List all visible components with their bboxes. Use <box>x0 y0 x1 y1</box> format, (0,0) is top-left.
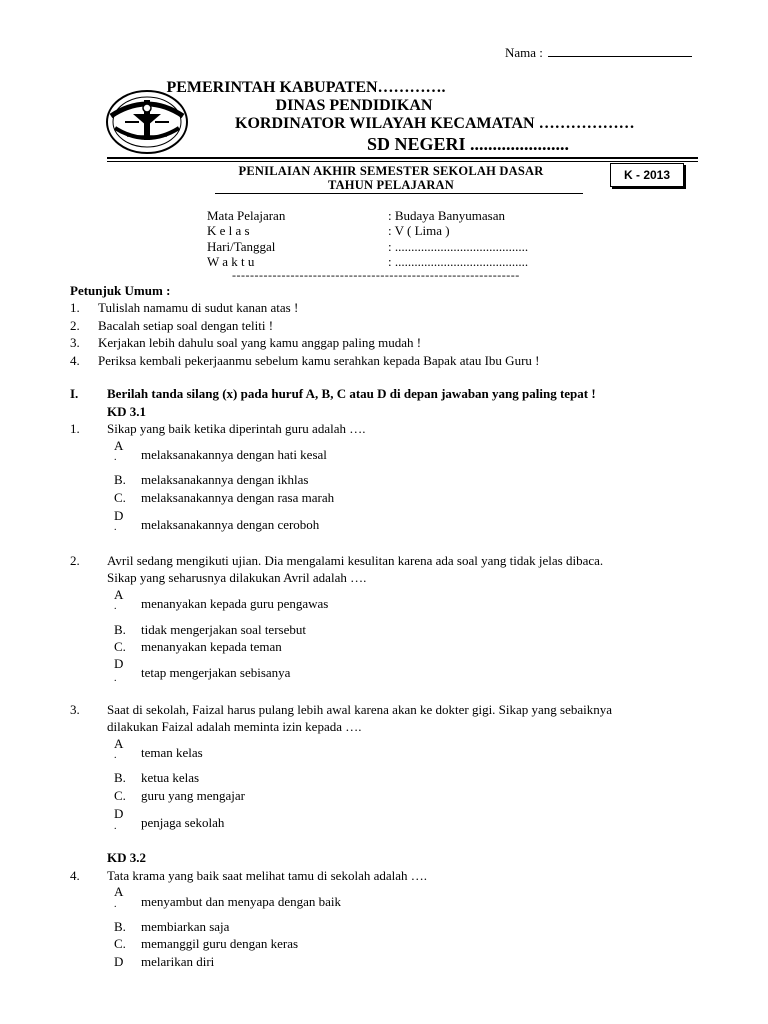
name-label: Nama : <box>505 45 543 60</box>
info-label-time: W a k t u <box>207 254 255 269</box>
exam-title: PENILAIAN AKHIR SEMESTER SEKOLAH DASAR <box>238 164 544 178</box>
option-dot: . <box>114 522 117 533</box>
name-field <box>505 44 692 61</box>
option-text[interactable]: teman kelas <box>141 745 203 760</box>
section-instruction: Berilah tanda silang (x) pada huruf A, B, C atau D di depan jawaban yang paling tepat ! <box>107 386 596 401</box>
info-value-time: : ......................................... <box>388 254 529 269</box>
header-line-1: PEMERINTAH KABUPATEN…………. <box>166 79 446 96</box>
instruction-num: 3. <box>70 335 80 350</box>
question-text: Avril sedang mengikuti ujian. Dia mengalami kesulitan karena ada soal yang tidak jelas dibaca. <box>107 553 604 568</box>
info-separator: ---------------------------------------------------------------- <box>232 268 520 282</box>
option-letter[interactable]: A <box>114 736 124 751</box>
info-label-subject: Mata Pelajaran <box>207 208 286 223</box>
option-text[interactable]: tetap mengerjakan sebisanya <box>141 665 291 680</box>
header-line-4: SD NEGERI ...................... <box>366 134 570 154</box>
option-letter[interactable]: A <box>114 884 124 899</box>
option-dot: . <box>114 750 117 761</box>
question-number: 4. <box>70 868 80 883</box>
question-text: Tata krama yang baik saat melihat tamu di sekolah adalah …. <box>107 868 428 883</box>
option-dot: . <box>114 899 117 910</box>
instruction-num: 4. <box>70 353 80 368</box>
option-text[interactable]: penjaga sekolah <box>141 815 225 830</box>
instruction-text: Tulislah namamu di sudut kanan atas ! <box>98 300 299 315</box>
option-letter[interactable]: A <box>114 587 124 602</box>
option-letter[interactable]: D <box>114 954 124 969</box>
question-number: 3. <box>70 702 80 717</box>
option-text[interactable]: melarikan diri <box>141 954 215 969</box>
instruction-text: Periksa kembali pekerjaanmu sebelum kamu serahkan kepada Bapak atau Ibu Guru ! <box>98 353 540 368</box>
option-text[interactable]: melaksanakannya dengan rasa marah <box>141 490 335 505</box>
option-letter[interactable]: B. <box>114 622 126 637</box>
name-blank[interactable] <box>548 44 692 57</box>
instruction-num: 1. <box>70 300 80 315</box>
option-letter[interactable]: C. <box>114 639 126 654</box>
question-text: dilakukan Faizal adalah meminta izin kepada …. <box>107 719 362 734</box>
header-rule-thick <box>107 157 698 159</box>
option-dot: . <box>114 601 117 612</box>
option-letter[interactable]: B. <box>114 919 126 934</box>
option-text[interactable]: guru yang mengajar <box>141 788 245 803</box>
header-line-2: DINAS PENDIDIKAN <box>275 97 433 114</box>
option-letter[interactable]: D <box>114 806 124 821</box>
option-letter[interactable]: C. <box>114 788 126 803</box>
curriculum-badge: K - 2013 <box>610 163 684 187</box>
header-rule-thin <box>107 161 698 162</box>
option-dot: . <box>114 452 117 463</box>
kd-heading-3-1: KD 3.1 <box>107 404 146 419</box>
option-text[interactable]: menanyakan kepada guru pengawas <box>141 596 329 611</box>
option-letter[interactable]: D <box>114 508 124 523</box>
section-number: I. <box>70 386 79 401</box>
info-label-class: K e l a s <box>207 223 250 238</box>
info-label-date: Hari/Tanggal <box>207 239 276 254</box>
title-underline <box>215 193 583 194</box>
option-dot: . <box>114 821 117 832</box>
option-letter[interactable]: B. <box>114 472 126 487</box>
option-text[interactable]: melaksanakannya dengan ceroboh <box>141 517 320 532</box>
instruction-text: Kerjakan lebih dahulu soal yang kamu anggap paling mudah ! <box>98 335 422 350</box>
option-text[interactable]: menanyakan kepada teman <box>141 639 282 654</box>
option-text[interactable]: memanggil guru dengan keras <box>141 936 299 951</box>
question-number: 2. <box>70 553 80 568</box>
option-text[interactable]: tidak mengerjakan soal tersebut <box>141 622 306 637</box>
option-text[interactable]: melaksanakannya dengan ikhlas <box>141 472 309 487</box>
option-text[interactable]: membiarkan saja <box>141 919 230 934</box>
option-letter[interactable]: D <box>114 656 124 671</box>
question-text: Saat di sekolah, Faizal harus pulang lebih awal karena akan ke dokter gigi. Sikap yang sebaiknya <box>107 702 613 717</box>
option-letter[interactable]: C. <box>114 490 126 505</box>
instruction-text: Bacalah setiap soal dengan teliti ! <box>98 318 274 333</box>
info-value-date: : ......................................... <box>388 239 529 254</box>
option-letter[interactable]: B. <box>114 770 126 785</box>
option-letter[interactable]: A <box>114 438 124 453</box>
info-value-subject: : Budaya Banyumasan <box>388 208 505 223</box>
question-text: Sikap yang seharusnya dilakukan Avril adalah …. <box>107 570 367 585</box>
option-dot: . <box>114 673 117 684</box>
exam-year: TAHUN PELAJARAN <box>327 178 455 192</box>
info-value-class: : V ( Lima ) <box>388 223 450 238</box>
instructions-heading: Petunjuk Umum : <box>70 283 171 298</box>
option-text[interactable]: melaksanakannya dengan hati kesal <box>141 447 327 462</box>
option-letter[interactable]: C. <box>114 936 126 951</box>
question-number: 1. <box>70 421 80 436</box>
option-text[interactable]: menyambut dan menyapa dengan baik <box>141 894 341 909</box>
header-line-3: KORDINATOR WILAYAH KECAMATAN ……………… <box>235 115 635 132</box>
kd-heading-3-2: KD 3.2 <box>107 850 146 865</box>
option-text[interactable]: ketua kelas <box>141 770 200 785</box>
instruction-num: 2. <box>70 318 80 333</box>
question-text: Sikap yang baik ketika diperintah guru adalah …. <box>107 421 366 436</box>
